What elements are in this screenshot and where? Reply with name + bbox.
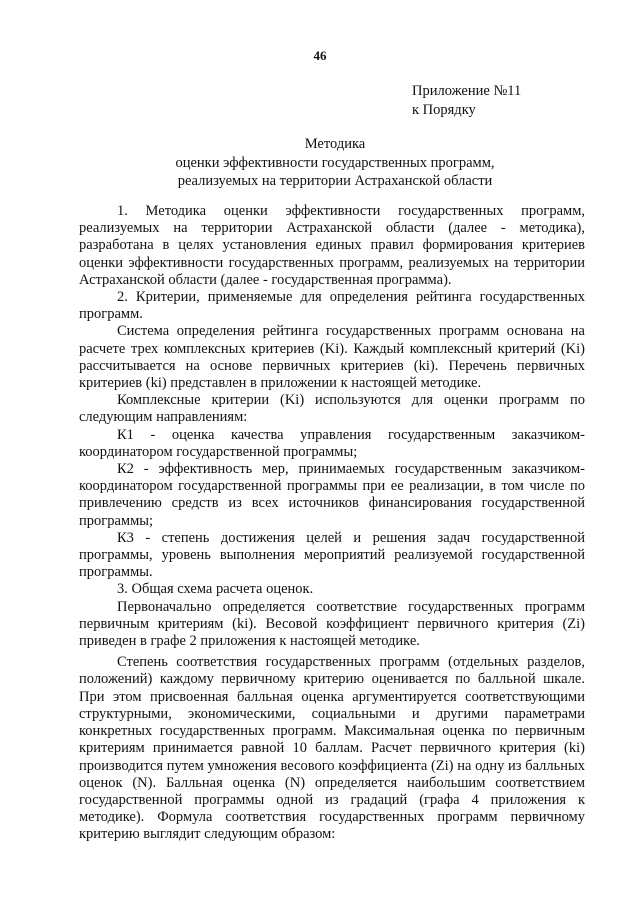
- page-number: 46: [313, 48, 327, 63]
- paragraph-scoring: Степень соответствия государственных программ (отдельных разделов, положений) каждому первичному критерию оценивается по балльной шкале. При этом присвоенная балльная оценка аргументируется соответствующими структурными, экономическими, социальными и другими параметрами конкретных государственных программ. Максимальная оценка по первичным критериям принимается равной 10 баллам. Расчет первичного критерия (ki) производится путем умножения весового коэффициента (Zi) на одну из балльных оценок (N). Балльная оценка (N) определяется наибольшим соответствием государственной программы одной из градаций (графа 4 приложения к методике). Формула соответствия государственных программ первичному критерию выглядит следующим образом:: [79, 654, 585, 843]
- title-line-3: реализуемых на территории Астраханской области: [177, 173, 493, 189]
- appendix-reference: [412, 82, 521, 120]
- title-line-1: Методика: [304, 136, 366, 152]
- paragraph-k3: К3 - степень достижения целей и решения задач государственной программы, уровень выполнения мероприятий реализуемой государственной программы.: [79, 529, 585, 581]
- document-title: [60, 135, 610, 191]
- paragraph-primary-criteria: Первоначально определяется соответствие государственных программ первичным критериям (ki). Весовой коэффициент первичного критерия (Zi) приведен в графе 2 приложения к настоящей методике.: [79, 598, 585, 650]
- document-body: [79, 203, 585, 844]
- paragraph-1: 1. Методика оценки эффективности государственных программ, реализуемых на территории Астраханской области (далее - методика), разработана в целях установления единых правил формирования критериев оценки эффективности государственных программ, реализуемых на территории Астраханской области (далее - государственная программа).: [79, 203, 585, 288]
- paragraph-4: Комплексные критерии (Ki) используются для оценки программ по следующим направлениям:: [79, 392, 585, 426]
- paragraph-k2: К2 - эффективность мер, принимаемых государственным заказчиком-координатором государственной программы при ее реализации, в том числе по привлечению средств из всех источников финансирования государственной программы;: [79, 461, 585, 529]
- appendix-line-1: Приложение №11: [412, 83, 522, 99]
- appendix-line-2: к Порядку: [412, 102, 476, 118]
- title-line-2: оценки эффективности государственных программ,: [175, 154, 495, 171]
- paragraph-2: 2. Критерии, применяемые для определения рейтинга государственных программ.: [79, 289, 585, 323]
- paragraph-3: Система определения рейтинга государственных программ основана на расчете трех комплексных критериев (Ki). Каждый комплексный критерий (Ki) рассчитывается на основе первичных критериев (ki). Перечень первичных критериев (ki) представлен в приложении к настоящей методике.: [79, 323, 585, 392]
- paragraph-k1: К1 - оценка качества управления государственным заказчиком-координатором государственной программы;: [79, 426, 585, 460]
- paragraph-section-3: 3. Общая схема расчета оценок.: [117, 581, 314, 598]
